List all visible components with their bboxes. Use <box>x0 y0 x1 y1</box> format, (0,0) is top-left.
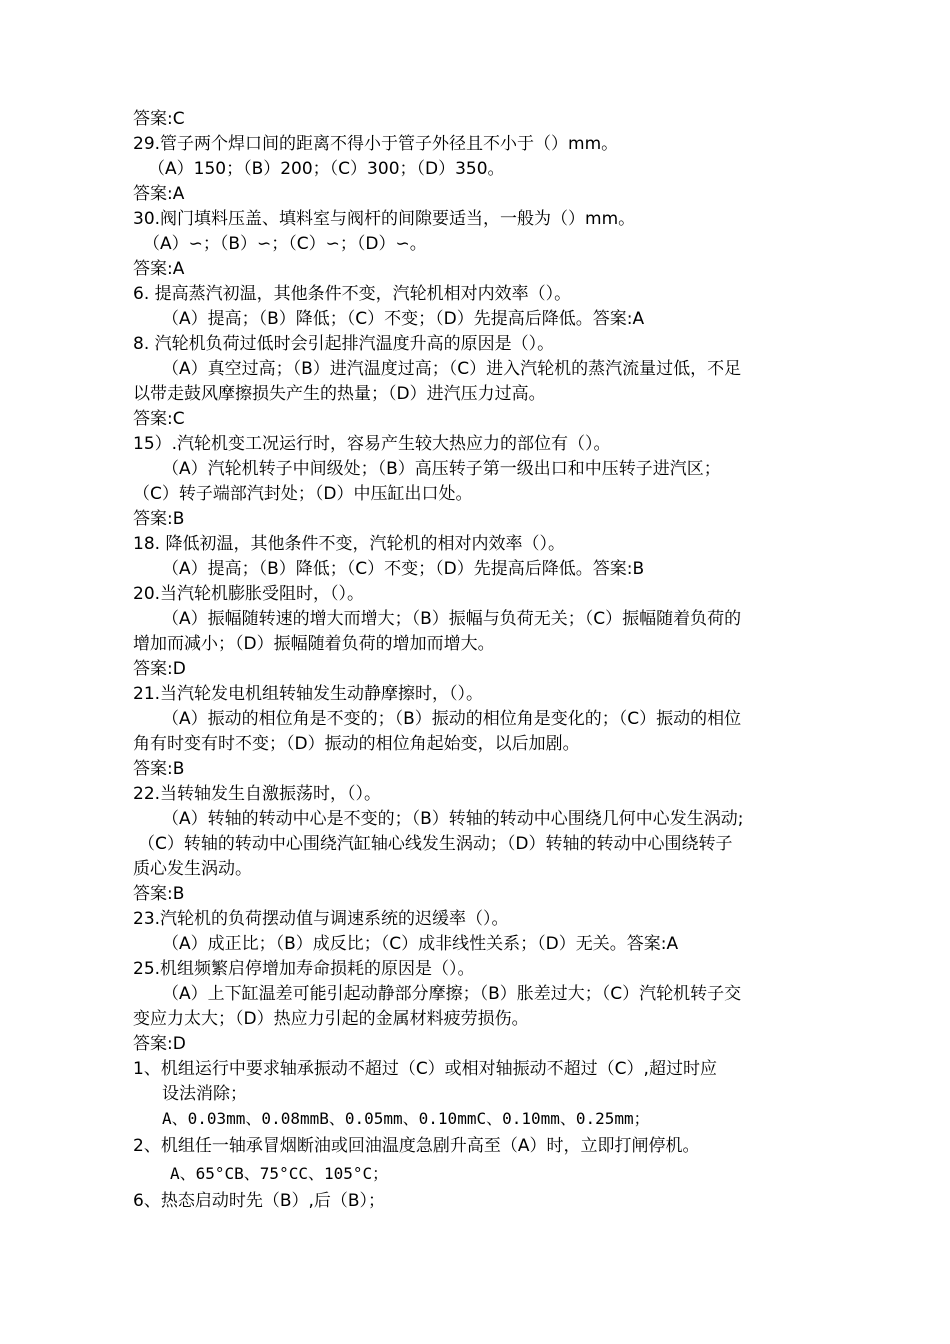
answer-line: 答案:D <box>133 1034 186 1054</box>
answer-line: 答案:B <box>133 759 185 779</box>
question-line: 25.机组频繁启停增加寿命损耗的原因是（）。 <box>133 959 475 979</box>
answer-line: 答案:C <box>133 109 185 129</box>
question-line: 2、机组任一轴承冒烟断油或回油温度急剧升高至（A）时，立即打闸停机。 <box>133 1136 700 1156</box>
options-line: （A）∽；（B）∽；（C）∽；（D）∽。 <box>143 234 427 254</box>
options-line: 变应力太大；（D）热应力引起的金属材料疲劳损伤。 <box>133 1009 529 1029</box>
options-line: 增加而减小；（D）振幅随着负荷的增加而增大。 <box>133 634 495 654</box>
answer-line: 答案:B <box>133 509 185 529</box>
question-line: 30.阀门填料压盖、填料室与阀杆的间隙要适当，一般为（）mm。 <box>133 209 636 229</box>
options-line: 以带走鼓风摩擦损失产生的热量；（D）进汽压力过高。 <box>133 384 546 404</box>
answer-line: 答案:A <box>133 259 185 279</box>
answer-line: 答案:B <box>133 884 185 904</box>
options-line: （A）转轴的转动中心是不变的；（B）转轴的转动中心围绕几何中心发生涡动; <box>162 809 744 829</box>
question-line: 20.当汽轮机膨胀受阻时，（）。 <box>133 584 365 604</box>
options-line: （A）提高；（B）降低；（C）不变；（D）先提高后降低。答案:A <box>162 309 645 329</box>
question-line: 21.当汽轮发电机组转轴发生动静摩擦时，（）。 <box>133 684 484 704</box>
options-line: （A）振动的相位角是不变的；（B）振动的相位角是变化的；（C）振动的相位 <box>162 709 742 729</box>
options-line: （A）成正比；（B）成反比；（C）成非线性关系；（D）无关。答案:A <box>162 934 679 954</box>
question-line: 6. 提高蒸汽初温，其他条件不变，汽轮机相对内效率（）。 <box>133 284 572 304</box>
answer-line: 答案:D <box>133 659 186 679</box>
question-line: 15）.汽轮机变工况运行时，容易产生较大热应力的部位有（）。 <box>133 434 611 454</box>
answer-line: 答案:A <box>133 184 185 204</box>
question-line: 22.当转轴发生自激振荡时，（）。 <box>133 784 382 804</box>
answer-line: 答案:C <box>133 409 185 429</box>
options-line: （C）转轴的转动中心围绕汽缸轴心线发生涡动；（D）转轴的转动中心围绕转子 <box>138 834 733 854</box>
question-line: 18. 降低初温，其他条件不变，汽轮机的相对内效率（）。 <box>133 534 565 554</box>
question-line: 设法消除； <box>162 1084 247 1104</box>
question-line: 8. 汽轮机负荷过低时会引起排汽温度升高的原因是（）。 <box>133 334 555 354</box>
options-line: 质心发生涡动。 <box>133 859 252 879</box>
options-line: （A）汽轮机转子中间级处；（B）高压转子第一级出口和中压转子进汽区； <box>162 459 721 479</box>
options-line: （A）上下缸温差可能引起动静部分摩擦；（B）胀差过大；（C）汽轮机转子交 <box>162 984 742 1004</box>
question-line: 23.汽轮机的负荷摆动值与调速系统的迟缓率（）。 <box>133 909 509 929</box>
options-line: 角有时变有时不变；（D）振动的相位角起始变，以后加剧。 <box>133 734 580 754</box>
options-line: （C）转子端部汽封处；（D）中压缸出口处。 <box>133 484 473 504</box>
question-line: 29.管子两个焊口间的距离不得小于管子外径且不小于（）mm。 <box>133 134 619 154</box>
question-line: 1、机组运行中要求轴承振动不超过（C）或相对轴振动不超过（C）,超过时应 <box>133 1059 717 1079</box>
options-line: （A）振幅随转速的增大而增大；（B）振幅与负荷无关；（C）振幅随着负荷的 <box>162 609 742 629</box>
question-line: 6、热态启动时先（B）,后（B）； <box>133 1191 386 1211</box>
options-line: （A）150；（B）200；（C）300；（D）350。 <box>148 159 505 179</box>
options-line: A、65°CB、75°CC、105°C； <box>170 1164 389 1183</box>
options-line: （A）提高；（B）降低；（C）不变；（D）先提高后降低。答案:B <box>162 559 645 579</box>
options-line: A、0.03mm、0.08mmB、0.05mm、0.10mmC、0.10mm、0.25mm； <box>162 1109 650 1128</box>
options-line: （A）真空过高；（B）进汽温度过高；（C）进入汽轮机的蒸汽流量过低，不足 <box>162 359 742 379</box>
